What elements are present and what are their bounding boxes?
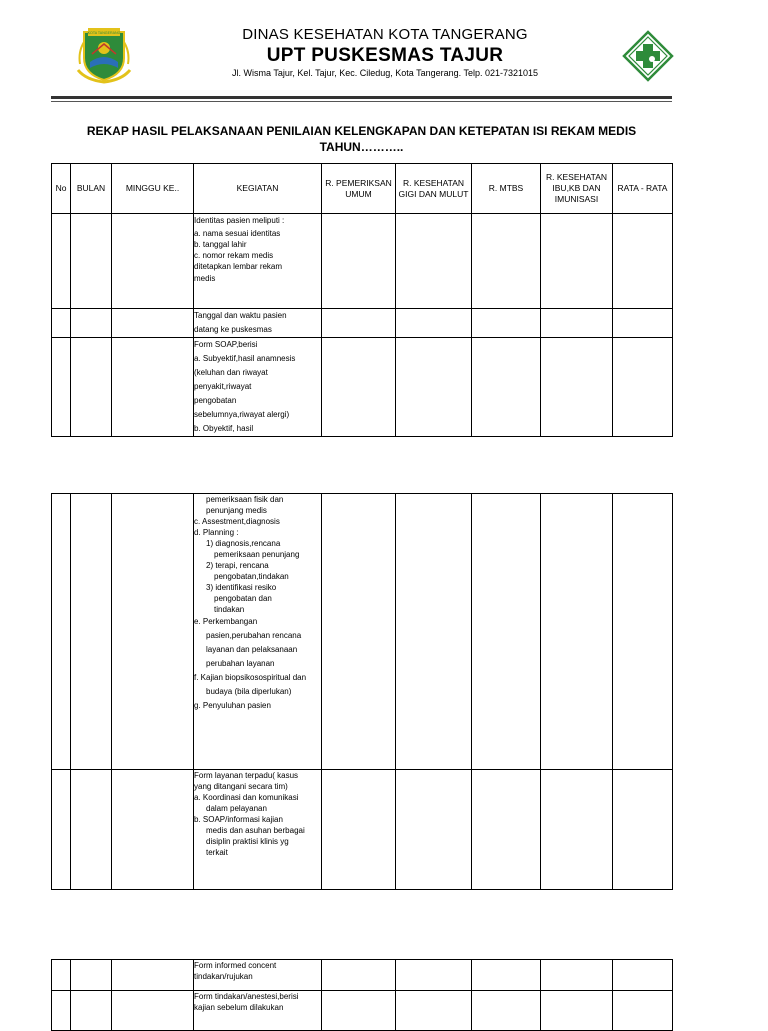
kegiatan-cell: Form informed concent tindakan/rujukan — [194, 960, 322, 991]
col-header-pemeriksaan-umum: R. PEMERIKSAN UMUM — [322, 164, 396, 214]
col-header-no: No — [52, 164, 71, 214]
col-header-bulan: BULAN — [71, 164, 112, 214]
table-row — [52, 494, 673, 770]
table-row — [52, 960, 673, 991]
table-row — [52, 309, 673, 338]
table-row — [52, 770, 673, 890]
col-header-kegiatan: KEGIATAN — [194, 164, 322, 214]
puskesmas-cross-logo — [622, 30, 674, 82]
kegiatan-cell: Form tindakan/anestesi,berisi kajian sebelum dilakukan — [194, 991, 322, 1031]
report-title: REKAP HASIL PELAKSANAAN PENILAIAN KELENGKAPAN DAN KETEPATAN ISI REKAM MEDIS — [86, 124, 637, 138]
kegiatan-cell: Form layanan terpadu( kasus yang ditangani secara tim) a. Koordinasi dan komunikasi dalam pelayanan b. SOAP/informasi kajian medis dan asuhan berbagai disiplin praktisi klinis yg terkait — [194, 770, 322, 890]
report-year: TAHUN……….. — [319, 140, 404, 154]
col-header-kia-kb: R. KESEHATAN IBU,KB DAN IMUNISASI — [541, 164, 613, 214]
address-line: Jl. Wisma Tajur, Kel. Tajur, Kec. Ciledug, Kota Tangerang. Telp. 021-7321015 — [231, 68, 539, 78]
col-header-minggu: MINGGU KE.. — [112, 164, 194, 214]
table-header-row — [52, 164, 673, 214]
city-emblem-logo — [76, 24, 132, 86]
recap-table-2 — [51, 493, 673, 890]
puskesmas-name: UPT PUSKESMAS TAJUR — [266, 45, 504, 66]
recap-table-1 — [51, 163, 673, 437]
col-header-mtbs: R. MTBS — [472, 164, 541, 214]
logo-text: KOTA TANGERANG — [87, 31, 121, 35]
col-header-gigi-mulut: R. KESEHATAN GIGI DAN MULUT — [396, 164, 472, 214]
kegiatan-cell: Form SOAP,berisi a. Subyektif,hasil anamnesis (keluhan dan riwayat penyakit,riwayat pengobatan sebelumnya,riwayat alergi) b. Obyektif, hasil — [194, 338, 322, 437]
agency-name: DINAS KESEHATAN KOTA TANGERANG — [242, 26, 528, 43]
kegiatan-cell: Tanggal dan waktu pasien datang ke puskesmas — [194, 309, 322, 338]
table-row — [52, 991, 673, 1031]
header-rule-thin — [51, 101, 672, 102]
table-row — [52, 338, 673, 437]
table-row — [52, 214, 673, 309]
kegiatan-cell: Identitas pasien meliputi : a. nama sesuai identitas b. tanggal lahir c. nomor rekam medis ditetapkan lembar rekam medis — [194, 214, 322, 309]
recap-table-3 — [51, 959, 673, 1031]
kegiatan-cell: pemeriksaan fisik dan penunjang medis c. Assestment,diagnosis d. Planning : 1) diagnosis,rencana pemeriksaan penunjang 2) terapi, rencana pengobatan,tindakan 3) identifikasi resiko pengobatan dan tindakan e. Perkembangan pasien,perubahan rencana layanan dan pelaksanaan perubahan layanan f. Kajian biopsikosospiritual dan budaya (bila diperlukan) g. Penyuluhan pasien — [194, 494, 322, 770]
header-rule-thick — [51, 96, 672, 99]
col-header-rata-rata: RATA - RATA — [613, 164, 673, 214]
